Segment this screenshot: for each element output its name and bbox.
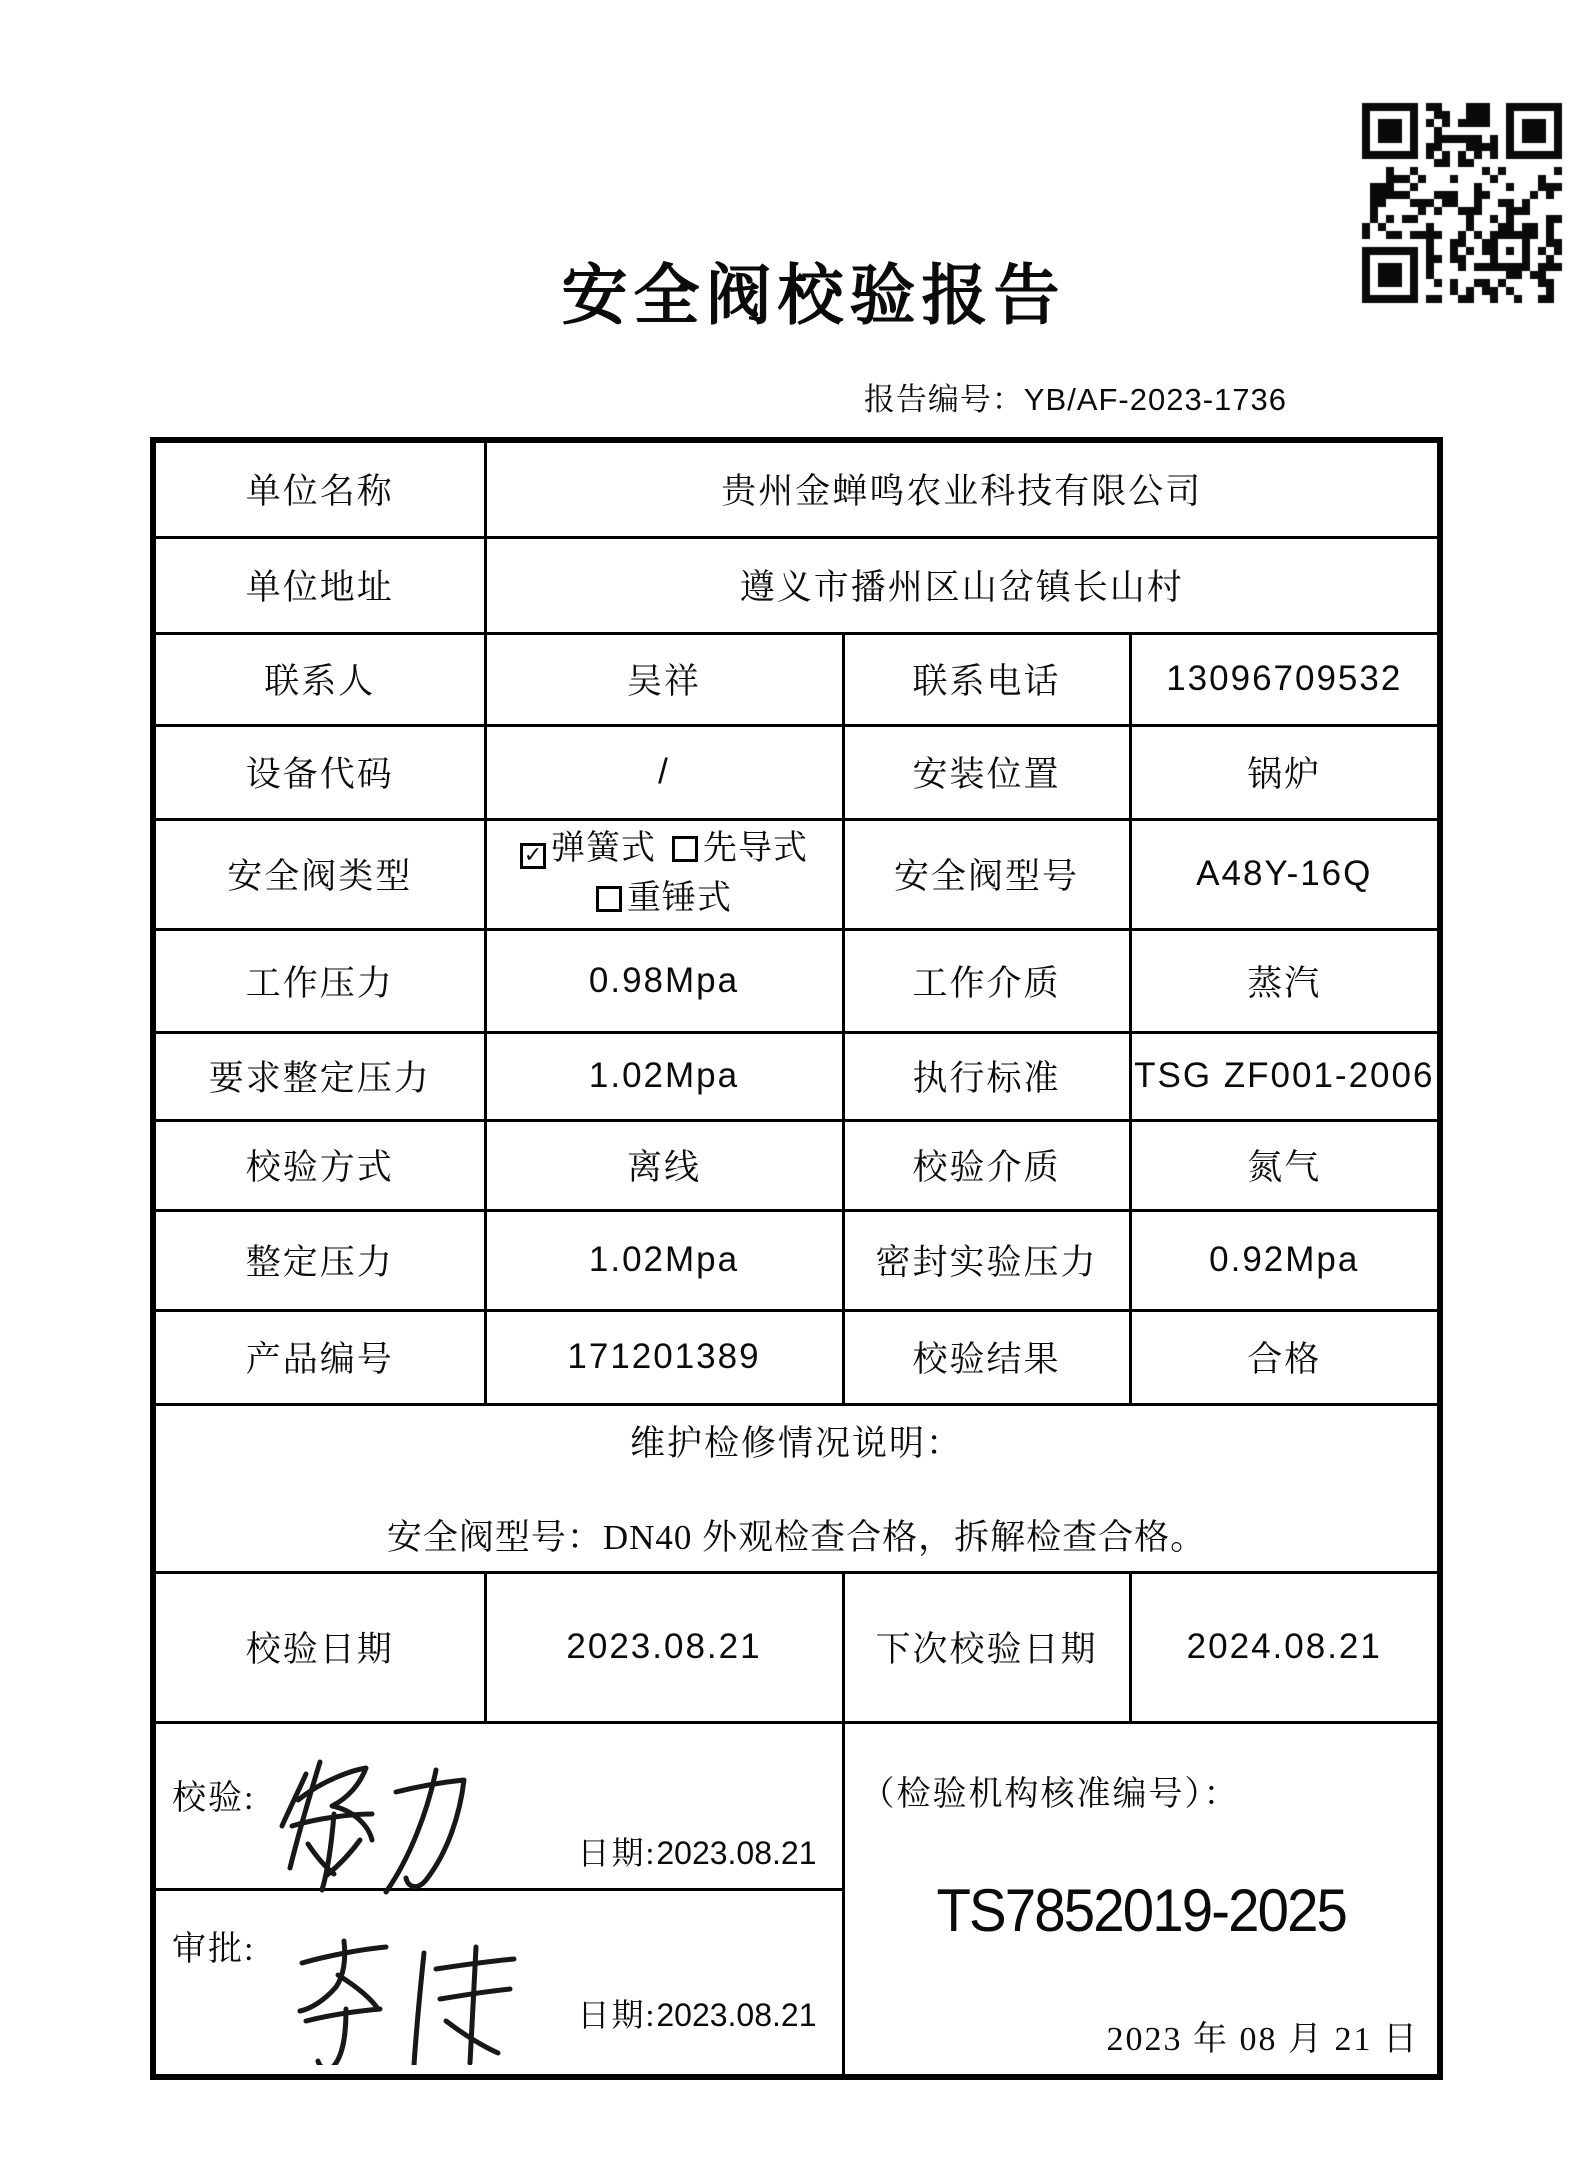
field-value-contact: 吴祥 bbox=[485, 633, 843, 725]
option-label-weight: 重锤式 bbox=[627, 880, 732, 917]
issue-date: 2023 年 08 月 21 日 bbox=[1106, 2021, 1420, 2058]
field-label-unit-name: 单位名称 bbox=[153, 440, 485, 537]
table-row bbox=[153, 1120, 1440, 1210]
maintenance-note: 安全阀型号：DN40 外观检查合格，拆解检查合格。 bbox=[386, 1518, 1207, 1557]
field-label-standard: 执行标准 bbox=[843, 1032, 1130, 1120]
option-label-pilot: 先导式 bbox=[703, 830, 808, 867]
approve-label: 审批: bbox=[172, 1930, 256, 1968]
field-value-set-pressure: 1.02Mpa bbox=[485, 1210, 843, 1310]
field-value-required-set-pressure: 1.02Mpa bbox=[485, 1032, 843, 1120]
field-value-seal-test-pressure: 0.92Mpa bbox=[1130, 1210, 1440, 1310]
field-label-unit-address: 单位地址 bbox=[153, 537, 485, 633]
field-label-product-no: 产品编号 bbox=[153, 1310, 485, 1404]
report-table bbox=[150, 437, 1443, 2080]
page-title: 安全阀校验报告 bbox=[561, 260, 1066, 333]
field-label-seal-test-pressure: 密封实验压力 bbox=[843, 1210, 1130, 1310]
field-value-valve-type bbox=[485, 819, 843, 929]
field-value-calibration-method: 离线 bbox=[485, 1120, 843, 1210]
field-value-unit-address: 遵义市播州区山岔镇长山村 bbox=[485, 537, 1440, 633]
field-label-next-calibration-date: 下次校验日期 bbox=[843, 1572, 1130, 1722]
field-value-calibration-medium: 氮气 bbox=[1130, 1120, 1440, 1210]
report-number-label: 报告编号： bbox=[863, 382, 1024, 417]
table-row bbox=[153, 633, 1440, 725]
approver-signature bbox=[286, 1925, 521, 2065]
field-label-valve-type: 安全阀类型 bbox=[153, 819, 485, 929]
field-label-phone: 联系电话 bbox=[843, 633, 1130, 725]
field-label-calibration-date: 校验日期 bbox=[153, 1572, 485, 1722]
table-row bbox=[153, 1032, 1440, 1120]
valve-type-options bbox=[487, 824, 842, 924]
field-value-install-location: 锅炉 bbox=[1130, 725, 1440, 819]
field-label-required-set-pressure: 要求整定压力 bbox=[153, 1032, 485, 1120]
field-label-result: 校验结果 bbox=[843, 1310, 1130, 1404]
option-label-spring: 弹簧式 bbox=[551, 830, 656, 867]
report-number-line bbox=[150, 374, 1287, 419]
table-row bbox=[153, 1404, 1440, 1572]
field-label-working-medium: 工作介质 bbox=[843, 929, 1130, 1032]
org-approval-label: （检验机构核准编号）： bbox=[860, 1775, 1240, 1813]
verify-label: 校验: bbox=[172, 1779, 256, 1817]
field-value-next-calibration-date: 2024.08.21 bbox=[1130, 1572, 1440, 1722]
field-label-contact: 联系人 bbox=[153, 633, 485, 725]
org-approval-cell bbox=[843, 1722, 1440, 2077]
field-label-set-pressure: 整定压力 bbox=[153, 1210, 485, 1310]
field-value-phone: 13096709532 bbox=[1130, 633, 1440, 725]
table-row bbox=[153, 929, 1440, 1032]
field-value-working-pressure: 0.98Mpa bbox=[485, 929, 843, 1032]
checkbox-weight-type-icon bbox=[596, 886, 622, 912]
table-row bbox=[153, 1572, 1440, 1722]
verify-sign-cell bbox=[153, 1722, 843, 1889]
table-row bbox=[153, 1210, 1440, 1310]
field-value-result: 合格 bbox=[1130, 1310, 1440, 1404]
table-row bbox=[153, 1310, 1440, 1404]
table-row bbox=[153, 819, 1440, 929]
table-row bbox=[153, 1722, 1440, 1889]
report-number-value: YB/AF-2023-1736 bbox=[1023, 382, 1287, 417]
maintenance-heading: 维护检修情况说明： bbox=[630, 1424, 964, 1463]
field-value-product-no: 171201389 bbox=[485, 1310, 843, 1404]
field-label-working-pressure: 工作压力 bbox=[153, 929, 485, 1032]
field-label-install-location: 安装位置 bbox=[843, 725, 1130, 819]
table-row bbox=[153, 440, 1440, 537]
field-value-calibration-date: 2023.08.21 bbox=[485, 1572, 843, 1722]
maintenance-section bbox=[153, 1404, 1440, 1572]
field-label-device-code: 设备代码 bbox=[153, 725, 485, 819]
verify-date: 日期:2023.08.21 bbox=[577, 1834, 817, 1871]
field-value-valve-model: A48Y-16Q bbox=[1130, 819, 1440, 929]
verifier-signature bbox=[268, 1740, 478, 1898]
approve-date: 日期:2023.08.21 bbox=[577, 1997, 817, 2033]
field-label-valve-model: 安全阀型号 bbox=[843, 819, 1130, 929]
field-label-calibration-medium: 校验介质 bbox=[843, 1120, 1130, 1210]
field-value-working-medium: 蒸汽 bbox=[1130, 929, 1440, 1032]
approve-sign-cell bbox=[153, 1889, 843, 2077]
table-row bbox=[153, 537, 1440, 633]
field-value-standard: TSG ZF001-2006 bbox=[1130, 1032, 1440, 1120]
field-value-device-code: / bbox=[485, 725, 843, 819]
table-row bbox=[153, 725, 1440, 819]
field-label-calibration-method: 校验方式 bbox=[153, 1120, 485, 1210]
checkbox-pilot-type-icon bbox=[672, 836, 698, 862]
field-value-unit-name: 贵州金蝉鸣农业科技有限公司 bbox=[485, 440, 1440, 537]
checkbox-spring-type-icon: ✓ bbox=[520, 843, 546, 869]
org-approval-code: TS7852019-2025 bbox=[935, 1876, 1346, 1944]
